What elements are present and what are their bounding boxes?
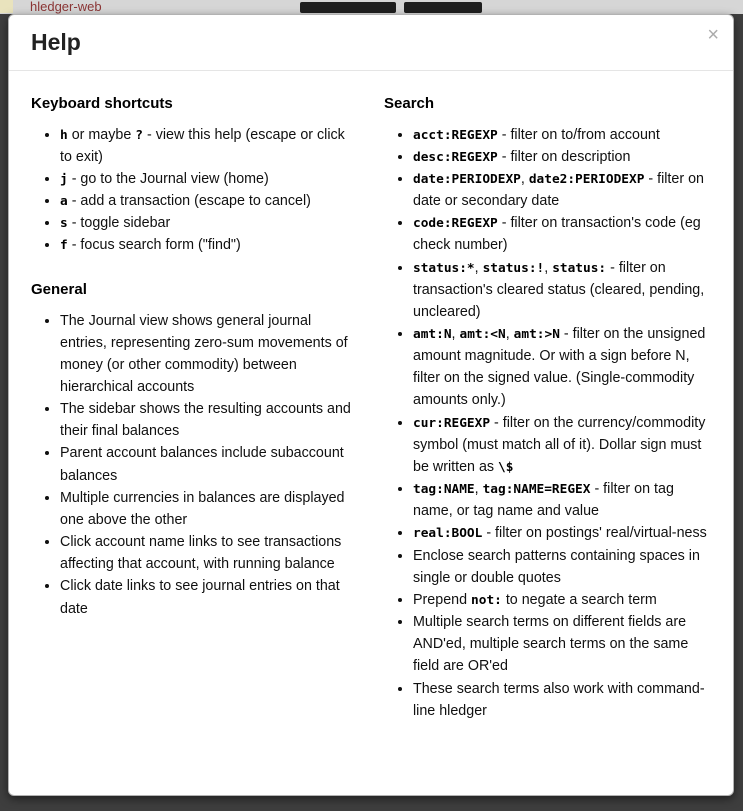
text-segment: - focus search form ("find") [67, 237, 241, 254]
code-term: date:PERIODEXP [413, 171, 521, 187]
modal-body [9, 71, 733, 756]
background-page-header [0, 0, 743, 14]
help-list-item [413, 611, 713, 677]
help-list-item [413, 257, 713, 323]
page-title-fragment [404, 2, 482, 13]
code-term: cur:REGEXP [413, 415, 491, 431]
section-heading: Keyboard shortcuts [31, 94, 173, 112]
text-segment: , [474, 259, 483, 276]
background-sidebar-fragment [0, 0, 13, 13]
code-term: desc:REGEXP [413, 149, 498, 165]
help-list-item [413, 412, 713, 478]
code-term: f [60, 238, 68, 254]
text-segment: Parent account balances include subaccount balances [60, 445, 344, 484]
help-list-item [60, 212, 360, 234]
page-title-fragment [300, 2, 396, 13]
code-term: \$ [498, 459, 514, 475]
text-segment: These search terms also work with command-line hledger [413, 680, 705, 719]
text-segment: The sidebar shows the resulting accounts and their final balances [60, 401, 351, 440]
section-heading: General [31, 280, 87, 298]
help-list-item [60, 234, 360, 256]
text-segment: , [544, 259, 553, 276]
help-list-item [413, 168, 713, 212]
help-list [384, 124, 713, 722]
help-list-item [413, 589, 713, 611]
code-term: status: [552, 260, 607, 276]
text-segment: The Journal view shows general journal entries, representing zero-sum movements of money (or other commodity) between hierarchical accounts [60, 312, 348, 395]
column-left [31, 87, 360, 746]
code-term: j [60, 171, 68, 187]
column-right [384, 87, 713, 746]
help-list-item [60, 442, 360, 486]
text-segment: - filter on tag name, or tag name and value [413, 481, 674, 520]
text-segment: - filter on date or secondary date [413, 170, 704, 210]
text-segment: or maybe [67, 126, 136, 143]
help-list-item [413, 522, 713, 544]
text-segment: , [505, 326, 514, 342]
help-list-item [413, 545, 713, 589]
text-segment: - add a transaction (escape to cancel) [67, 193, 311, 210]
code-term: amt:<N [459, 327, 506, 342]
text-segment: Multiple currencies in balances are displayed one above the other [60, 489, 345, 528]
code-term: tag:NAME=REGEX [482, 482, 591, 498]
code-term: status:* [413, 260, 475, 276]
text-segment: - filter on the currency/commodity symbol (must match all of it). Dollar sign must be written as [413, 414, 706, 475]
help-list-item [413, 678, 713, 722]
help-list [31, 310, 360, 620]
text-segment: to negate a search term [501, 591, 657, 608]
code-term: code:REGEXP [413, 216, 498, 232]
text-segment: - filter on the unsigned amount magnitude. Or with a sign before N, filter on the signed value. (Single-commodity amounts only.) [413, 326, 706, 409]
text-segment: , [520, 170, 529, 187]
code-term: ? [135, 127, 143, 143]
help-list-item [413, 146, 713, 168]
text-segment: - toggle sidebar [67, 215, 171, 232]
code-term: status:! [482, 260, 545, 276]
brand-link[interactable]: hledger-web [30, 0, 102, 14]
help-list-item [60, 190, 360, 212]
help-list-item [60, 124, 360, 168]
help-list-item [413, 323, 713, 412]
text-segment: , [474, 481, 483, 498]
help-list [31, 124, 360, 257]
help-list-item [60, 168, 360, 190]
help-list-item [60, 531, 360, 575]
text-segment: Click date links to see journal entries on that date [60, 578, 340, 617]
text-segment: - filter on postings' real/virtual-ness [482, 525, 707, 542]
text-segment: - filter on description [497, 148, 631, 165]
text-segment: Enclose search patterns containing spaces in single or double quotes [413, 547, 700, 586]
code-term: amt:N [413, 327, 452, 342]
help-list-item [60, 310, 360, 399]
text-segment: - filter on transaction's cleared status (cleared, pending, uncleared) [413, 259, 705, 320]
code-term: amt:>N [513, 327, 560, 342]
text-segment: Multiple search terms on different fields are AND'ed, multiple search terms on the same field are OR'ed [413, 614, 689, 675]
close-icon[interactable]: × [707, 24, 719, 46]
text-segment: - view this help (escape or click to exit) [60, 126, 345, 165]
help-list-item [60, 398, 360, 442]
help-list-item [413, 478, 713, 522]
text-segment: - filter on to/from account [497, 126, 660, 143]
code-term: a [60, 194, 68, 210]
modal-title: Help [31, 29, 81, 55]
code-term: h [60, 127, 68, 143]
text-segment: Prepend [413, 591, 472, 608]
help-list-item [60, 575, 360, 619]
text-segment: - go to the Journal view (home) [67, 170, 269, 187]
code-term: acct:REGEXP [413, 127, 498, 143]
text-segment: , [451, 326, 460, 342]
help-modal [8, 14, 734, 796]
help-list-item [413, 212, 713, 256]
text-segment: - filter on transaction's code (eg check number) [413, 215, 701, 254]
code-term: real:BOOL [413, 526, 483, 542]
modal-header [9, 15, 733, 71]
code-term: tag:NAME [413, 482, 475, 498]
code-term: s [60, 216, 68, 232]
help-list-item [413, 124, 713, 146]
code-term: not: [471, 592, 502, 608]
section-heading: Search [384, 94, 435, 112]
code-term: date2:PERIODEXP [528, 171, 645, 187]
help-list-item [60, 487, 360, 531]
text-segment: Click account name links to see transactions affecting that account, with running balance [60, 534, 342, 573]
